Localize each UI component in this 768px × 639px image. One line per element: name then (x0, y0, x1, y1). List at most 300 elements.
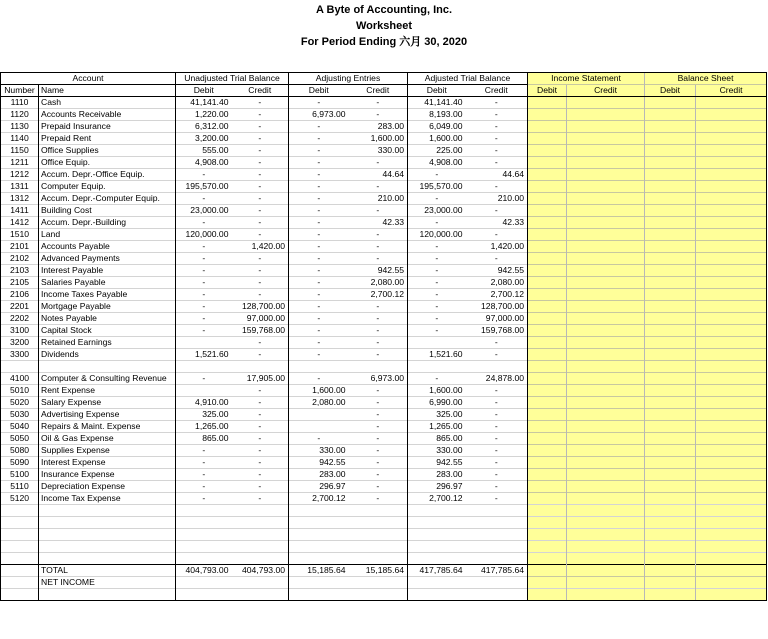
balance-credit-cell[interactable] (696, 193, 767, 205)
adjusting-debit-cell: - (289, 241, 349, 253)
income-credit-cell[interactable] (567, 253, 645, 265)
unadjusted-debit-cell: - (176, 469, 232, 481)
table-row (1, 457, 767, 469)
balance-debit-cell[interactable] (645, 253, 696, 265)
balance-credit-cell[interactable] (696, 577, 767, 589)
adjusting-credit-cell: - (349, 349, 408, 361)
balance-credit-cell[interactable] (696, 301, 767, 313)
balance-debit-cell[interactable] (645, 385, 696, 397)
adjusted-debit-cell: 195,570.00 (408, 181, 466, 193)
unadjusted-debit-cell: 4,910.00 (176, 397, 232, 409)
adjusting-debit-cell (289, 505, 349, 517)
income-debit-cell[interactable] (528, 553, 567, 565)
table-row (1, 145, 767, 157)
balance-credit-cell[interactable] (696, 133, 767, 145)
unadjusted-debit-cell: - (176, 301, 232, 313)
income-debit-cell[interactable] (528, 397, 567, 409)
adjusting-debit-cell: - (289, 169, 349, 181)
account-name: Oil & Gas Expense (39, 433, 176, 445)
balance-debit-cell[interactable] (645, 265, 696, 277)
adjusting-credit-cell: 6,973.00 (349, 373, 408, 385)
adjusted-credit-cell: - (466, 109, 528, 121)
account-number: 1510 (1, 229, 39, 241)
balance-credit-cell[interactable] (696, 421, 767, 433)
account-number: 1411 (1, 205, 39, 217)
income-credit-cell[interactable] (567, 301, 645, 313)
income-debit-cell[interactable] (528, 193, 567, 205)
income-credit-cell[interactable] (567, 361, 645, 373)
income-credit-cell[interactable] (567, 205, 645, 217)
income-debit-cell[interactable] (528, 265, 567, 277)
income-credit-cell[interactable] (567, 157, 645, 169)
income-debit-cell[interactable] (528, 493, 567, 505)
balance-credit-cell[interactable] (696, 229, 767, 241)
balance-debit-cell[interactable] (645, 109, 696, 121)
balance-credit-cell[interactable] (696, 505, 767, 517)
adjusting-debit-header: Debit (289, 85, 349, 97)
unadjusted-credit-cell: - (232, 481, 289, 493)
balance-credit-cell[interactable] (696, 457, 767, 469)
income-debit-cell[interactable] (528, 409, 567, 421)
income-debit-cell[interactable] (528, 541, 567, 553)
balance-credit-cell[interactable] (696, 469, 767, 481)
adjusted-credit-cell: - (466, 481, 528, 493)
income-debit-cell[interactable] (528, 253, 567, 265)
balance-debit-cell[interactable] (645, 289, 696, 301)
income-credit-cell[interactable] (567, 169, 645, 181)
income-credit-cell[interactable] (567, 217, 645, 229)
balance-credit-cell[interactable] (696, 337, 767, 349)
income-credit-cell[interactable] (567, 121, 645, 133)
income-debit-cell[interactable] (528, 157, 567, 169)
account-number: 1311 (1, 181, 39, 193)
adjusting-credit-cell: 44.64 (349, 169, 408, 181)
adjusted-debit-cell: - (408, 169, 466, 181)
income-credit-cell[interactable] (567, 457, 645, 469)
blank-row (1, 541, 767, 553)
income-credit-cell[interactable] (567, 565, 645, 577)
income-credit-cell[interactable] (567, 541, 645, 553)
account-name: Interest Expense (39, 457, 176, 469)
income-debit-cell[interactable] (528, 565, 567, 577)
unadjusted-debit-cell: - (176, 457, 232, 469)
balance-debit-cell[interactable] (645, 433, 696, 445)
balance-credit-cell[interactable] (696, 205, 767, 217)
balance-credit-cell[interactable] (696, 253, 767, 265)
balance-credit-cell[interactable] (696, 517, 767, 529)
balance-debit-cell[interactable] (645, 349, 696, 361)
income-debit-cell[interactable] (528, 289, 567, 301)
balance-credit-cell[interactable] (696, 265, 767, 277)
account-number: 1211 (1, 157, 39, 169)
balance-debit-cell[interactable] (645, 181, 696, 193)
account-rows (1, 97, 767, 601)
income-credit-cell[interactable] (567, 529, 645, 541)
income-credit-cell[interactable] (567, 445, 645, 457)
income-debit-cell[interactable] (528, 121, 567, 133)
balance-debit-cell[interactable] (645, 481, 696, 493)
adjusting-credit-cell: 15,185.64 (349, 565, 408, 577)
income-credit-cell[interactable] (567, 409, 645, 421)
table-row (1, 301, 767, 313)
name-header: Name (39, 85, 176, 97)
balance-credit-cell[interactable] (696, 541, 767, 553)
adjusting-debit-cell: 283.00 (289, 469, 349, 481)
adjusting-credit-cell: - (349, 313, 408, 325)
income-debit-cell[interactable] (528, 277, 567, 289)
adjusting-debit-cell: 296.97 (289, 481, 349, 493)
income-statement-header: Income Statement (528, 73, 645, 85)
income-debit-cell[interactable] (528, 325, 567, 337)
account-name: Advanced Payments (39, 253, 176, 265)
income-credit-cell[interactable] (567, 385, 645, 397)
account-name: Capital Stock (39, 325, 176, 337)
balance-debit-cell[interactable] (645, 205, 696, 217)
balance-debit-cell[interactable] (645, 421, 696, 433)
account-name: Mortgage Payable (39, 301, 176, 313)
company-name: A Byte of Accounting, Inc. (315, 4, 453, 16)
balance-debit-cell[interactable] (645, 493, 696, 505)
income-debit-cell[interactable] (528, 517, 567, 529)
account-number: 3300 (1, 349, 39, 361)
income-credit-cell[interactable] (567, 289, 645, 301)
balance-credit-cell[interactable] (696, 289, 767, 301)
income-credit-cell[interactable] (567, 577, 645, 589)
balance-debit-cell[interactable] (645, 301, 696, 313)
income-debit-cell[interactable] (528, 169, 567, 181)
account-number: 1130 (1, 121, 39, 133)
table-row (1, 241, 767, 253)
balance-credit-cell[interactable] (696, 409, 767, 421)
adjusted-debit-cell: - (408, 253, 466, 265)
adjusted-debit-cell (408, 337, 466, 349)
unadjusted-debit-cell (176, 337, 232, 349)
account-number: 1312 (1, 193, 39, 205)
income-debit-cell[interactable] (528, 361, 567, 373)
income-debit-cell[interactable] (528, 589, 567, 601)
income-credit-cell[interactable] (567, 265, 645, 277)
balance-debit-cell[interactable] (645, 193, 696, 205)
balance-credit-cell[interactable] (696, 97, 767, 109)
balance-credit-cell[interactable] (696, 589, 767, 601)
table-row (1, 349, 767, 361)
income-credit-cell[interactable] (567, 181, 645, 193)
adjusting-credit-cell (349, 577, 408, 589)
unadjusted-debit-cell (176, 361, 232, 373)
income-credit-cell[interactable] (567, 397, 645, 409)
income-debit-cell[interactable] (528, 109, 567, 121)
account-name: Computer Equip. (39, 181, 176, 193)
account-number: 5120 (1, 493, 39, 505)
adjusting-credit-cell: - (349, 253, 408, 265)
adjusted-credit-cell: - (466, 133, 528, 145)
unadjusted-credit-cell: - (232, 193, 289, 205)
balance-debit-cell[interactable] (645, 553, 696, 565)
income-credit-cell[interactable] (567, 337, 645, 349)
adjusted-debit-cell: 1,600.00 (408, 133, 466, 145)
income-debit-cell[interactable] (528, 301, 567, 313)
balance-credit-cell[interactable] (696, 325, 767, 337)
table-row (1, 361, 767, 373)
balance-credit-cell[interactable] (696, 277, 767, 289)
income-debit-cell[interactable] (528, 97, 567, 109)
period-label: For Period Ending 六月 30, 2020 (300, 36, 468, 48)
adjusted-credit-cell (466, 553, 528, 565)
adjusted-credit-cell (466, 577, 528, 589)
balance-credit-cell[interactable] (696, 553, 767, 565)
balance-credit-cell[interactable] (696, 397, 767, 409)
unadjusted-credit-cell: - (232, 217, 289, 229)
income-credit-cell[interactable] (567, 469, 645, 481)
balance-credit-cell[interactable] (696, 145, 767, 157)
balance-credit-cell[interactable] (696, 217, 767, 229)
unadjusted-debit-cell: - (176, 445, 232, 457)
balance-credit-cell[interactable] (696, 349, 767, 361)
balance-debit-cell[interactable] (645, 217, 696, 229)
balance-credit-cell[interactable] (696, 241, 767, 253)
income-debit-cell[interactable] (528, 481, 567, 493)
income-credit-cell[interactable] (567, 505, 645, 517)
unadjusted-credit-cell: - (232, 97, 289, 109)
income-debit-cell[interactable] (528, 181, 567, 193)
income-credit-header: Credit (567, 85, 645, 97)
balance-debit-cell[interactable] (645, 529, 696, 541)
balance-debit-cell[interactable] (645, 589, 696, 601)
balance-debit-cell[interactable] (645, 337, 696, 349)
balance-debit-cell[interactable] (645, 577, 696, 589)
balance-debit-cell[interactable] (645, 325, 696, 337)
account-name: Retained Earnings (39, 337, 176, 349)
income-credit-cell[interactable] (567, 145, 645, 157)
balance-debit-cell[interactable] (645, 505, 696, 517)
table-row (1, 373, 767, 385)
account-number: 2102 (1, 253, 39, 265)
income-credit-cell[interactable] (567, 325, 645, 337)
income-credit-cell[interactable] (567, 373, 645, 385)
income-credit-cell[interactable] (567, 313, 645, 325)
balance-debit-cell[interactable] (645, 145, 696, 157)
balance-credit-cell[interactable] (696, 157, 767, 169)
income-credit-cell[interactable] (567, 277, 645, 289)
income-credit-cell[interactable] (567, 493, 645, 505)
income-debit-cell[interactable] (528, 505, 567, 517)
balance-debit-header: Debit (645, 85, 696, 97)
balance-credit-cell[interactable] (696, 169, 767, 181)
income-debit-cell[interactable] (528, 421, 567, 433)
adjusted-credit-cell (466, 541, 528, 553)
unadjusted-debit-cell (176, 385, 232, 397)
adjusting-debit-cell (289, 361, 349, 373)
table-row (1, 157, 767, 169)
balance-debit-cell[interactable] (645, 241, 696, 253)
balance-debit-cell[interactable] (645, 229, 696, 241)
adjusted-credit-cell: - (466, 157, 528, 169)
balance-debit-cell[interactable] (645, 277, 696, 289)
adjusted-credit-cell: 210.00 (466, 193, 528, 205)
adjusted-debit-cell: - (408, 373, 466, 385)
income-debit-cell[interactable] (528, 373, 567, 385)
adjusted-credit-cell: - (466, 97, 528, 109)
balance-debit-cell[interactable] (645, 313, 696, 325)
unadjusted-credit-cell: - (232, 265, 289, 277)
adjusting-credit-cell: - (349, 109, 408, 121)
table-row (1, 265, 767, 277)
account-name: Accum. Depr.-Building (39, 217, 176, 229)
income-credit-cell[interactable] (567, 133, 645, 145)
balance-credit-cell[interactable] (696, 181, 767, 193)
unadjusted-credit-cell: - (232, 457, 289, 469)
income-debit-cell[interactable] (528, 241, 567, 253)
income-credit-cell[interactable] (567, 109, 645, 121)
account-number: 1212 (1, 169, 39, 181)
income-debit-cell[interactable] (528, 529, 567, 541)
adjusting-debit-cell: - (289, 433, 349, 445)
income-debit-cell[interactable] (528, 577, 567, 589)
adjusted-debit-cell (408, 577, 466, 589)
adjusting-debit-cell: - (289, 217, 349, 229)
account-number: 2103 (1, 265, 39, 277)
adjusted-credit-cell: - (466, 409, 528, 421)
income-debit-cell[interactable] (528, 457, 567, 469)
balance-debit-cell[interactable] (645, 541, 696, 553)
balance-credit-cell[interactable] (696, 361, 767, 373)
balance-debit-cell[interactable] (645, 169, 696, 181)
adjusting-credit-cell: - (349, 481, 408, 493)
adjusted-debit-cell: 225.00 (408, 145, 466, 157)
income-credit-cell[interactable] (567, 241, 645, 253)
income-credit-cell[interactable] (567, 349, 645, 361)
account-number: 3200 (1, 337, 39, 349)
balance-credit-cell[interactable] (696, 313, 767, 325)
balance-debit-cell[interactable] (645, 157, 696, 169)
income-debit-cell[interactable] (528, 349, 567, 361)
account-number: 5030 (1, 409, 39, 421)
income-credit-cell[interactable] (567, 421, 645, 433)
balance-debit-cell[interactable] (645, 97, 696, 109)
unadjusted-debit-cell: 865.00 (176, 433, 232, 445)
account-number (1, 517, 39, 529)
income-credit-cell[interactable] (567, 481, 645, 493)
unadjusted-debit-cell: 195,570.00 (176, 181, 232, 193)
account-name: Notes Payable (39, 313, 176, 325)
income-debit-cell[interactable] (528, 205, 567, 217)
balance-credit-cell[interactable] (696, 565, 767, 577)
adjusted-credit-cell: - (466, 433, 528, 445)
adjusting-debit-cell: - (289, 121, 349, 133)
balance-debit-cell[interactable] (645, 457, 696, 469)
account-name: Salary Expense (39, 397, 176, 409)
balance-debit-cell[interactable] (645, 469, 696, 481)
income-debit-cell[interactable] (528, 469, 567, 481)
balance-credit-cell[interactable] (696, 481, 767, 493)
balance-debit-cell[interactable] (645, 121, 696, 133)
unadjusted-credit-cell (232, 577, 289, 589)
balance-debit-cell[interactable] (645, 397, 696, 409)
adjusted-debit-cell: - (408, 193, 466, 205)
income-credit-cell[interactable] (567, 193, 645, 205)
adjusting-credit-cell: 210.00 (349, 193, 408, 205)
balance-debit-cell[interactable] (645, 373, 696, 385)
unadjusted-debit-cell: 6,312.00 (176, 121, 232, 133)
account-number (1, 553, 39, 565)
balance-credit-cell[interactable] (696, 445, 767, 457)
income-debit-cell[interactable] (528, 445, 567, 457)
balance-debit-cell[interactable] (645, 445, 696, 457)
adjusted-debit-cell: 283.00 (408, 469, 466, 481)
balance-credit-cell[interactable] (696, 433, 767, 445)
balance-credit-cell[interactable] (696, 373, 767, 385)
account-name: Income Tax Expense (39, 493, 176, 505)
balance-credit-cell[interactable] (696, 109, 767, 121)
income-debit-cell[interactable] (528, 433, 567, 445)
unadjusted-credit-cell: - (232, 253, 289, 265)
unadjusted-credit-cell: 404,793.00 (232, 565, 289, 577)
account-name: Office Supplies (39, 145, 176, 157)
adjusting-credit-cell (349, 553, 408, 565)
account-number: 5110 (1, 481, 39, 493)
adjusting-debit-cell: - (289, 133, 349, 145)
income-debit-cell[interactable] (528, 385, 567, 397)
income-credit-cell[interactable] (567, 589, 645, 601)
adjusting-debit-cell (289, 409, 349, 421)
balance-credit-cell[interactable] (696, 529, 767, 541)
income-debit-cell[interactable] (528, 229, 567, 241)
adjusting-credit-cell: 330.00 (349, 145, 408, 157)
unadjusted-debit-cell (176, 505, 232, 517)
adjusted-debit-cell: 865.00 (408, 433, 466, 445)
income-debit-cell[interactable] (528, 145, 567, 157)
adjusting-debit-cell: - (289, 277, 349, 289)
unadjusted-credit-cell: - (232, 157, 289, 169)
unadjusted-debit-cell: 41,141.40 (176, 97, 232, 109)
income-credit-cell[interactable] (567, 97, 645, 109)
adjusted-credit-cell: 44.64 (466, 169, 528, 181)
table-row (1, 289, 767, 301)
balance-credit-cell[interactable] (696, 385, 767, 397)
adjusted-debit-cell: - (408, 301, 466, 313)
income-debit-cell[interactable] (528, 313, 567, 325)
income-debit-cell[interactable] (528, 133, 567, 145)
income-credit-cell[interactable] (567, 433, 645, 445)
adjusting-credit-cell: 1,600.00 (349, 133, 408, 145)
balance-credit-cell[interactable] (696, 493, 767, 505)
unadjusted-debit-cell: 1,265.00 (176, 421, 232, 433)
income-credit-cell[interactable] (567, 553, 645, 565)
income-credit-cell[interactable] (567, 229, 645, 241)
income-debit-cell[interactable] (528, 337, 567, 349)
balance-debit-cell[interactable] (645, 565, 696, 577)
adjusting-debit-cell (289, 421, 349, 433)
blank-row (1, 505, 767, 517)
balance-debit-cell[interactable] (645, 517, 696, 529)
unadjusted-debit-cell: 325.00 (176, 409, 232, 421)
balance-credit-cell[interactable] (696, 121, 767, 133)
balance-debit-cell[interactable] (645, 361, 696, 373)
blank-row (1, 553, 767, 565)
adjusting-debit-cell: 6,973.00 (289, 109, 349, 121)
unadjusted-debit-cell: - (176, 169, 232, 181)
balance-debit-cell[interactable] (645, 409, 696, 421)
adjusting-credit-cell: 42.33 (349, 217, 408, 229)
unadjusted-debit-cell: - (176, 277, 232, 289)
balance-debit-cell[interactable] (645, 133, 696, 145)
account-number: 5050 (1, 433, 39, 445)
adjusting-debit-cell (289, 553, 349, 565)
adjusted-debit-cell: 2,700.12 (408, 493, 466, 505)
income-debit-cell[interactable] (528, 217, 567, 229)
income-credit-cell[interactable] (567, 517, 645, 529)
unadjusted-debit-cell (176, 577, 232, 589)
